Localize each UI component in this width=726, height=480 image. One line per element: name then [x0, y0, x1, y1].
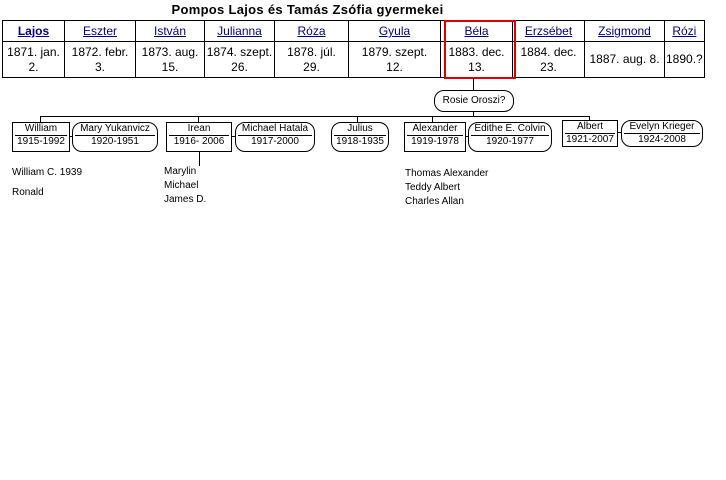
birth-line: 1887. aug. 8.: [589, 52, 660, 66]
birth-line: 3.: [94, 59, 105, 74]
sibling-birth-cell: [3, 42, 65, 78]
child-node-william[interactable]: [12, 122, 70, 152]
sibling-link-istvan[interactable]: István: [153, 24, 186, 38]
birth-line: 13.: [468, 59, 485, 74]
sibling-name-cell: [665, 21, 705, 42]
sibling-link-julianna[interactable]: Julianna: [217, 24, 262, 38]
birth-line: 29.: [303, 59, 320, 74]
birth-line: 2.: [28, 59, 39, 74]
child-years: 1918-1935: [336, 136, 384, 147]
sibling-link-eszter[interactable]: Eszter: [82, 24, 117, 38]
child-node-irean[interactable]: [166, 122, 232, 152]
child-name: Irean: [169, 123, 229, 136]
birth-line: 1872. febr.: [71, 44, 129, 59]
grandchild-item: James D.: [164, 194, 207, 205]
grandchildren-list-william: [12, 163, 82, 203]
sibling-link-rozi[interactable]: Rózi: [672, 24, 697, 38]
sibling-birth-cell: [205, 42, 275, 78]
spouse-years: 1917-2000: [251, 136, 299, 147]
descendants-line: [199, 150, 200, 166]
spouse-name: Mary Yukanvicz: [75, 123, 155, 136]
child-years: 1915-1992: [17, 136, 65, 147]
grandchildren-list-irean: [164, 165, 206, 207]
child-name: Alexander: [407, 123, 463, 136]
sibling-link-lajos[interactable]: Lajos: [17, 24, 50, 38]
child-years: 1916- 2006: [173, 136, 225, 147]
child-years: 1919-1978: [411, 136, 459, 147]
sibling-name-cell: [513, 21, 585, 42]
child-name: William: [15, 123, 67, 136]
spouse-node-mary-yukanvicz[interactable]: [72, 122, 158, 152]
spouse-node-edithe-colvin[interactable]: [468, 122, 552, 152]
sibling-birth-cell: [275, 42, 349, 78]
grandchild-item: Thomas Alexander: [405, 168, 489, 179]
sibling-birth-cell: [65, 42, 136, 78]
spouse-name: Rosie Oroszi?: [442, 95, 506, 106]
sibling-link-roza[interactable]: Róza: [297, 24, 326, 38]
birth-line: 1884. dec.: [520, 44, 577, 59]
spouse-years: 1924-2008: [638, 134, 686, 145]
page-title: Pompos Lajos és Tamás Zsófia gyermekei: [171, 2, 444, 17]
spouse-name: Evelyn Krieger: [624, 121, 700, 134]
sibling-name-cell: [136, 21, 205, 42]
grandchild-item: Teddy Albert: [405, 182, 461, 193]
sibling-name-cell: [275, 21, 349, 42]
bela-to-spouse-line: [473, 78, 474, 90]
bela-highlight-frame: [444, 20, 516, 79]
grandchildren-list-alexander: [405, 167, 488, 209]
child-name: Julius: [334, 123, 386, 136]
spouse-node[interactable]: [434, 90, 514, 112]
grandchild-item: William C. 1939: [12, 167, 83, 178]
children-bus-line: [40, 116, 590, 117]
grandchild-item: Michael: [164, 180, 199, 191]
sibling-name-cell: [65, 21, 136, 42]
sibling-birth-cell: [136, 42, 205, 78]
child-node-albert[interactable]: [562, 120, 618, 147]
siblings-table: [2, 20, 705, 78]
spouse-name: Michael Hatala: [238, 123, 312, 136]
child-node-julius[interactable]: [331, 122, 389, 152]
sibling-link-erzsebet[interactable]: Erzsébet: [524, 24, 573, 38]
grandchild-item: Ronald: [12, 187, 44, 198]
spouse-years: 1920-1951: [91, 136, 139, 147]
sibling-name-cell: [585, 21, 665, 42]
birth-line: 1874. szept.: [206, 44, 273, 59]
grandchild-item: Charles Allan: [405, 196, 464, 207]
sibling-birth-cell: [349, 42, 441, 78]
birth-line: 1878. júl.: [287, 44, 336, 59]
birth-line: 1871. jan.: [7, 44, 60, 59]
child-node-alexander[interactable]: [404, 122, 466, 152]
sibling-birth-cell: [513, 42, 585, 78]
birth-line: 15.: [161, 59, 179, 74]
child-name: Albert: [565, 121, 615, 134]
birth-line: 1879. szept.: [361, 44, 428, 59]
sibling-birth-cell: [585, 42, 665, 78]
sibling-name-cell: [205, 21, 275, 42]
birth-line: 26.: [231, 59, 248, 74]
sibling-name-cell: [3, 21, 65, 42]
birth-line: 12.: [386, 59, 403, 74]
birth-line: 1890.?: [666, 52, 703, 66]
spouse-node-michael-hatala[interactable]: [235, 122, 315, 152]
spouse-name: Edithe E. Colvin: [471, 123, 549, 136]
spouse-node-evelyn-krieger[interactable]: [621, 120, 703, 147]
birth-line: 1883. dec.: [448, 44, 505, 59]
sibling-birth-cell: [665, 42, 705, 78]
grandchild-item: Marylin: [164, 166, 197, 177]
birth-line: 23.: [540, 59, 557, 74]
birth-line: 1873. aug.: [141, 44, 199, 59]
child-years: 1921-2007: [566, 134, 614, 145]
sibling-name-cell: [349, 21, 441, 42]
sibling-link-bela[interactable]: Béla: [464, 24, 489, 38]
sibling-link-zsigmond[interactable]: Zsigmond: [598, 24, 651, 38]
spouse-years: 1920-1977: [486, 136, 534, 147]
sibling-link-gyula[interactable]: Gyula: [378, 24, 411, 38]
